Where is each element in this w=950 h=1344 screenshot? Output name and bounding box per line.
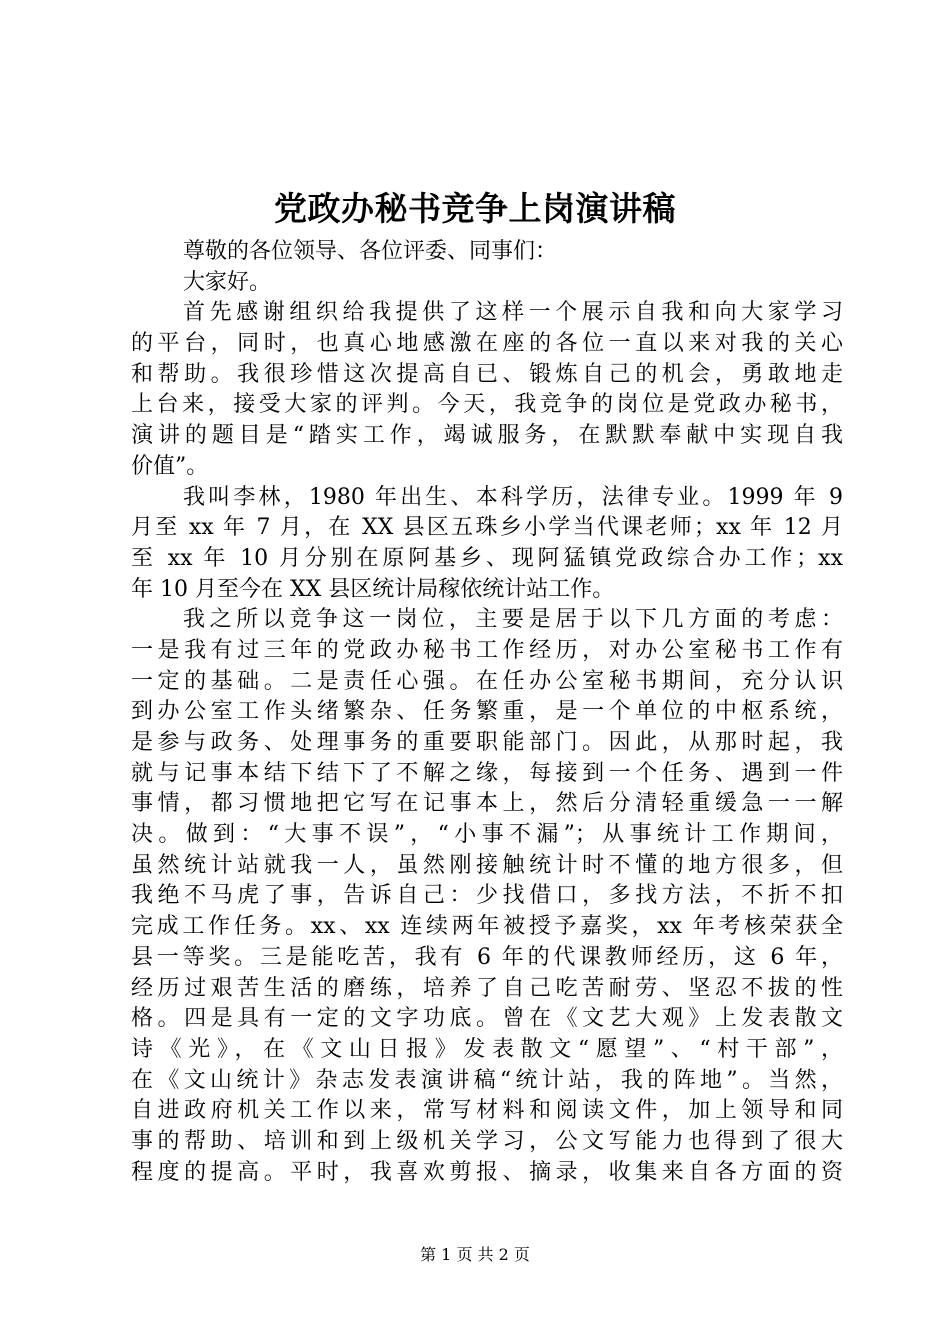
text-line: 价值”。 (131, 453, 209, 479)
text-line: 事情，都习惯地把它写在记事本上，然后分清轻重缓急一一解 (131, 791, 843, 817)
text-line: 上台来，接受大家的评判。今天，我竞争的岗位是党政办秘书， (131, 392, 843, 418)
text-line: 虽然统计站就我一人，虽然刚接触统计时不懂的地方很多，但 (131, 852, 843, 878)
text-line: 程度的提高。平时，我喜欢剪报、摘录，收集来自各方面的资 (131, 1159, 843, 1185)
document-title: 党政办秘书竞争上岗演讲稿 (274, 189, 676, 228)
text-line: 诗《光》，在《文山日报》发表散文“愿望”、“村干部”， (131, 1036, 843, 1062)
text-line: 尊敬的各位领导、各位评委、同事们： (183, 239, 558, 264)
text-line: 是参与政务、处理事务的重要职能部门。因此，从那时起，我 (131, 730, 843, 755)
text-line: 和帮助。我很珍惜这次提高自已、锻炼自己的机会，勇敢地走 (131, 361, 843, 387)
text-line: 首先感谢组织给我提供了这样一个展示自我和向大家学习 (183, 300, 843, 326)
text-line: 的平台，同时，也真心地感激在座的各位一直以来对我的关心 (131, 331, 843, 357)
text-line: 就与记事本结下结下了不解之缘，每接到一个任务、遇到一件 (131, 760, 843, 786)
text-line: 大家好。 (183, 269, 272, 295)
text-line: 年 10 月至今在 XX 县区统计局稼依统计站工作。 (131, 576, 615, 602)
document-body (131, 237, 843, 1188)
text-line: 决。做到：“大事不误”，“小事不漏”；从事统计工作期间， (131, 822, 843, 848)
text-line: 在《文山统计》杂志发表演讲稿“统计站，我的阵地”。当然， (131, 1067, 843, 1093)
text-line: 完成工作任务。xx、xx 连续两年被授予嘉奖，xx 年考核荣获全 (131, 914, 843, 940)
text-line: 自进政府机关工作以来，常写材料和阅读文件，加上领导和同 (131, 1098, 843, 1124)
text-line: 格。四是具有一定的文字功底。曾在《文艺大观》上发表散文 (131, 1006, 843, 1032)
text-line: 我之所以竞争这一岗位，主要是居于以下几方面的考虑： (183, 607, 843, 633)
text-line: 演讲的题目是“踏实工作，竭诚服务，在默默奉献中实现自我 (131, 423, 843, 449)
text-line: 我叫李林，1980 年出生、本科学历，法律专业。1999 年 9 (183, 484, 843, 510)
text-line: 一定的基础。二是责任心强。在任办公室秘书期间，充分认识 (131, 668, 843, 694)
page-footer: 第 1 页 共 2 页 (420, 1245, 530, 1264)
text-line: 我绝不马虎了事，告诉自己：少找借口，多找方法，不折不扣 (131, 883, 843, 909)
text-line: 县一等奖。三是能吃苦，我有 6 年的代课教师经历，这 6 年， (131, 944, 843, 970)
text-line: 至 xx 年 10 月分别在原阿基乡、现阿猛镇党政综合办工作；xx (131, 545, 843, 571)
text-line: 经历过艰苦生活的磨练，培养了自己吃苦耐劳、坚忍不拔的性 (131, 975, 843, 1001)
text-line: 月至 xx 年 7 月，在 XX 县区五珠乡小学当代课老师；xx 年 12 月 (131, 515, 843, 541)
text-line: 一是我有过三年的党政办秘书工作经历，对办公室秘书工作有 (131, 637, 843, 663)
text-line: 事的帮助、培训和到上级机关学习，公文写能力也得到了很大 (131, 1128, 843, 1154)
text-line: 到办公室工作头绪繁杂、任务繁重，是一个单位的中枢系统， (131, 699, 843, 725)
